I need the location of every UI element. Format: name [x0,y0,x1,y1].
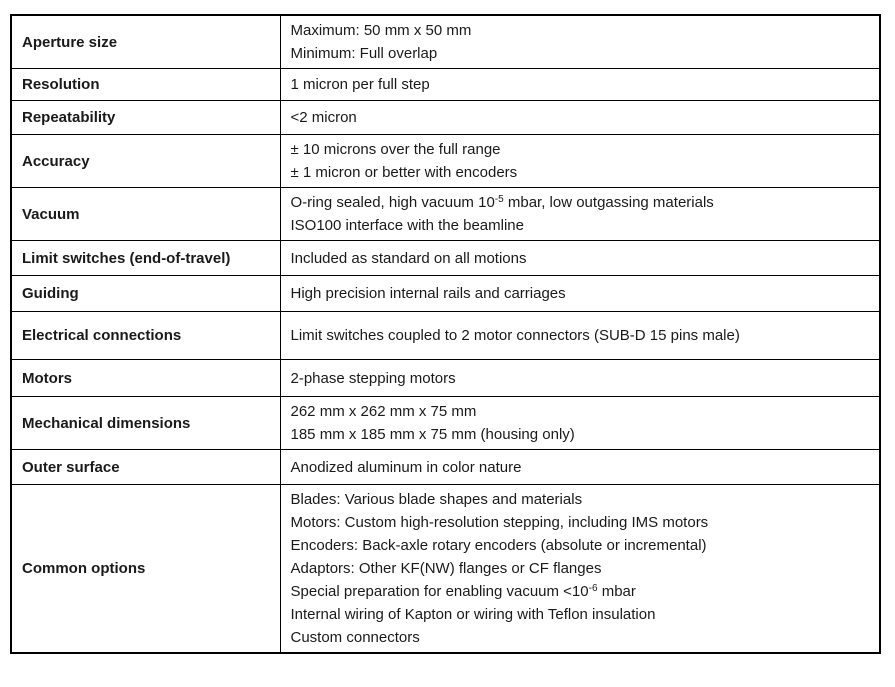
spec-value [280,360,880,397]
spec-value-line [291,603,870,626]
spec-value-line [291,191,870,214]
spec-label: Motors [11,360,280,397]
spec-value-line [291,19,870,42]
text-segment: High precision internal rails and carriages [290,285,566,302]
spec-value-line [291,534,870,557]
spec-value [280,450,880,485]
spec-value [280,69,880,101]
spec-value-line [291,626,870,649]
spec-value-line [291,161,870,184]
spec-value [280,135,880,188]
spec-label: Electrical connections [11,312,280,360]
table-row [11,276,880,312]
text-segment: Limit switches coupled to 2 motor connectors (SUB-D 15 pins male) [290,327,740,344]
specification-table [10,14,881,654]
text-segment: Encoders: Back-axle rotary encoders (absolute or incremental) [290,537,707,554]
table-row [11,135,880,188]
spec-value-line [291,106,870,129]
spec-value-line [291,214,870,237]
text-segment: Motors: Custom high-resolution stepping, including IMS motors [290,514,709,531]
spec-value-line [291,423,870,446]
text-segment: Custom connectors [290,629,420,646]
text-segment: 2-phase stepping motors [290,369,456,387]
table-row [11,397,880,450]
spec-value-line [291,511,870,534]
text-segment: Adaptors: Other KF(NW) flanges or CF flanges [290,560,602,577]
spec-value-line [291,42,870,65]
spec-value [280,101,880,135]
table-row [11,312,880,360]
spec-label: Limit switches (end-of-travel) [11,241,280,276]
table-row [11,15,880,69]
text-segment: ± 1 micron or better with encoders [290,164,518,181]
text-segment: mbar, low outgassing materials [503,194,714,211]
table-row [11,69,880,101]
spec-value [280,276,880,312]
superscript-exponent: -5 [494,194,504,205]
text-segment: 1 micron per full step [290,76,430,93]
spec-value-line [291,557,870,580]
text-segment: 185 mm x 185 mm x 75 mm (housing only) [290,426,575,443]
spec-label: Resolution [11,69,280,101]
spec-value [280,397,880,450]
spec-value-line [291,282,870,305]
spec-label: Guiding [11,276,280,312]
table-row [11,241,880,276]
spec-value-line [291,400,870,423]
table-row [11,485,880,654]
table-row [11,101,880,135]
spec-value [280,485,880,654]
spec-value-line [291,580,870,603]
table-row [11,360,880,397]
superscript-exponent: -6 [588,583,598,594]
spec-value-line [291,488,870,511]
spec-value-line [291,367,870,390]
spec-value [280,241,880,276]
text-segment: Internal wiring of Kapton or wiring with Teflon insulation [290,606,656,623]
spec-label: Aperture size [11,15,280,69]
text-segment: Included as standard on all motions [290,249,527,267]
spec-label: Mechanical dimensions [11,397,280,450]
text-segment: Blades: Various blade shapes and materials [290,491,583,508]
text-segment: <2 micron [290,109,357,126]
text-segment: Maximum: 50 mm x 50 mm [290,22,472,39]
text-segment: ± 10 microns over the full range [290,141,501,158]
spec-value-line [291,324,870,347]
spec-value [280,188,880,241]
spec-label: Repeatability [11,101,280,135]
table-row [11,188,880,241]
text-segment: Special preparation for enabling vacuum <10 [290,583,589,600]
spec-value [280,15,880,69]
text-segment: ISO100 interface with the beamline [290,217,524,234]
table-row [11,450,880,485]
spec-value-line [291,138,870,161]
spec-label: Common options [11,485,280,654]
spec-value-line [291,456,870,479]
spec-label: Outer surface [11,450,280,485]
spec-label: Vacuum [11,188,280,241]
text-segment: mbar [597,583,636,600]
spec-label: Accuracy [11,135,280,188]
text-segment: Anodized aluminum in color nature [290,458,522,476]
spec-value [280,312,880,360]
spec-table-body [11,15,880,653]
text-segment: O-ring sealed, high vacuum 10 [290,194,495,211]
text-segment: 262 mm x 262 mm x 75 mm [290,403,477,420]
spec-value-line [291,73,870,96]
spec-value-line [291,247,870,270]
text-segment: Minimum: Full overlap [290,45,438,62]
